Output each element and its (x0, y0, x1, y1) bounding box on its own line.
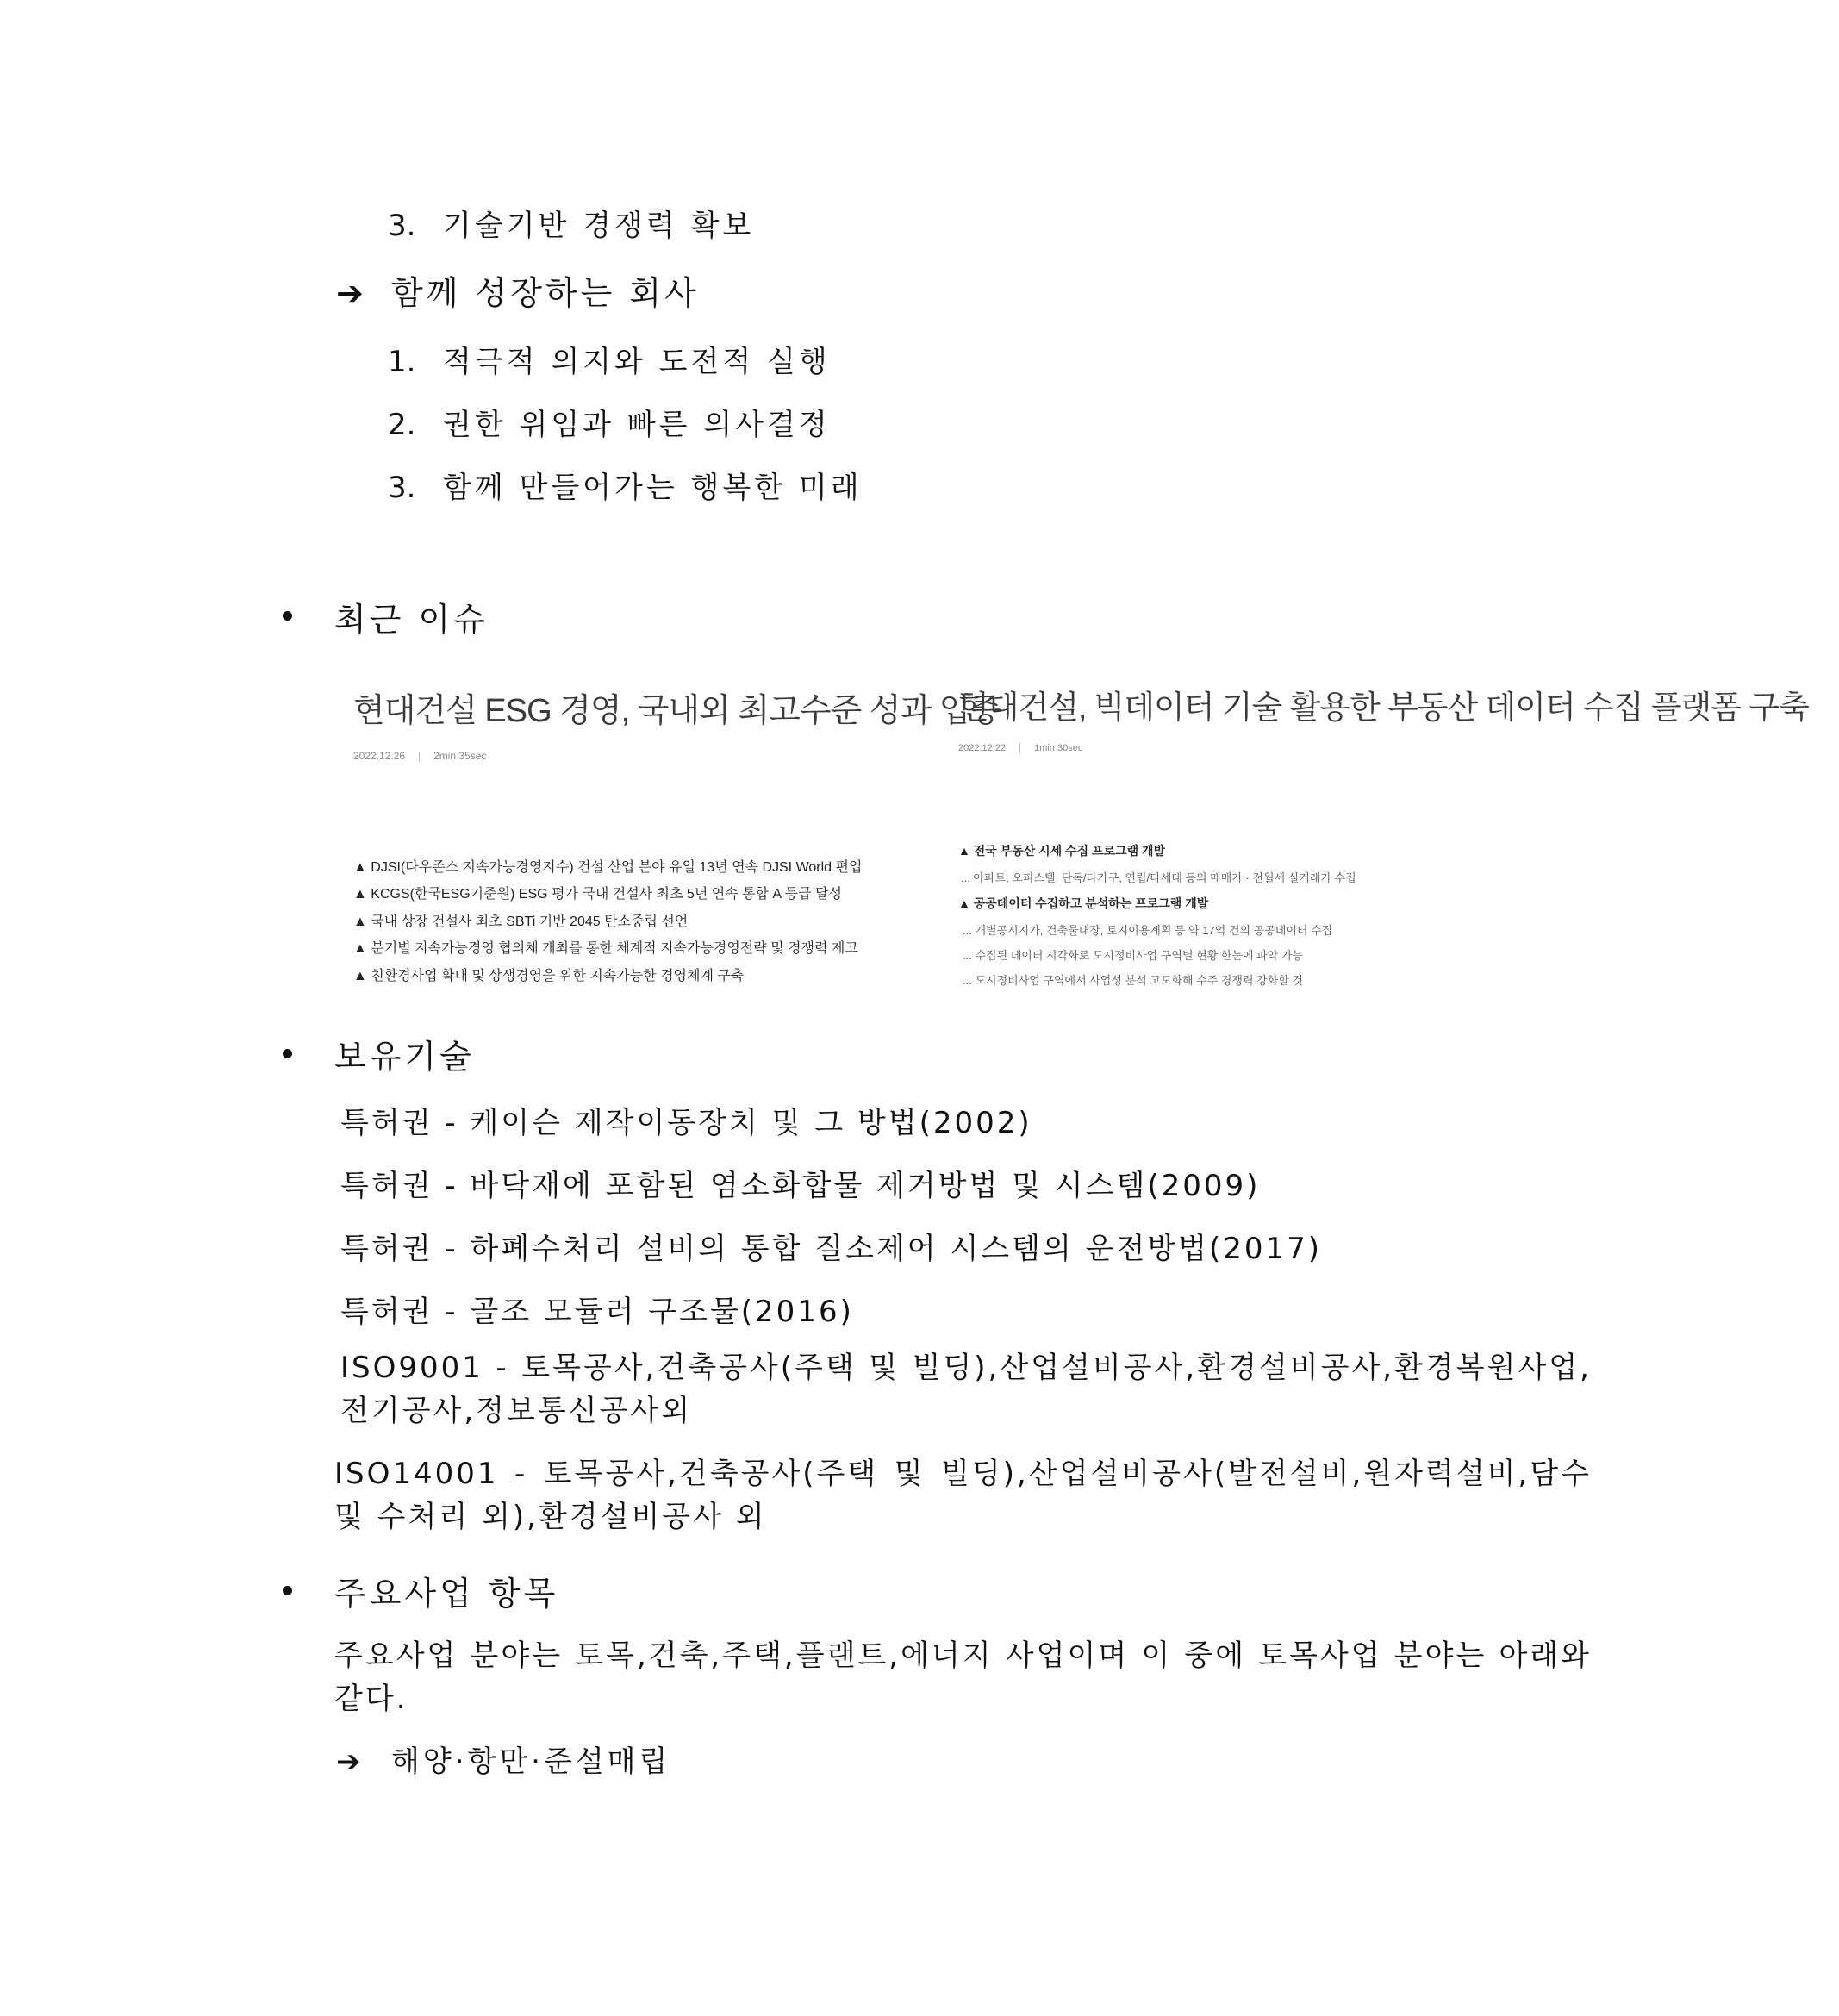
list-text: 기술기반 경쟁력 확보 (443, 209, 755, 243)
list-number: 2. (388, 408, 416, 442)
arrow-heading (336, 266, 700, 314)
list-number: 3. (388, 209, 416, 243)
list-number: 1. (388, 345, 416, 379)
news-point: ▲ KCGS(한국ESG기준원) ESG 평가 국내 건설사 최초 5년 연속 통합 A 등급 달성 (353, 887, 842, 902)
news-detail: ... 수집된 데이터 시각화로 도시정비사업 구역별 현황 한눈에 파악 가능 (963, 949, 1303, 962)
list-item (388, 401, 831, 443)
news-point: ▲ DJSI(다우존스 지속가능경영지수) 건설 산업 분야 유일 13년 연속 DJSI World 편입 (353, 860, 863, 875)
arrow-item-text: 해양·항만·준설매립 (391, 1744, 671, 1779)
news-meta (353, 750, 486, 762)
news-detail: ... 개별공시지가, 건축물대장, 토지이용계획 등 약 17억 건의 공공데이터 수집 (963, 924, 1333, 937)
news-title: 현대건설 ESG 경영, 국내외 최고수준 성과 입증 (353, 693, 1001, 729)
list-item (388, 338, 831, 380)
news-detail: ... 아파트, 오피스텔, 단독/다가구, 연립/다세대 등의 매매가 · 전월세 실거래가 수집 (961, 871, 1356, 884)
news-point: ▲ 국내 상장 건설사 최초 SBTi 기반 2045 탄소중립 선언 (353, 914, 689, 929)
news-meta (958, 743, 1082, 753)
section-heading-business: 주요사업 항목 (334, 1575, 559, 1613)
news-read-time: 1min 30sec (1034, 743, 1083, 753)
business-description: 주요사업 분야는 토목,건축,주택,플랜트,에너지 사업이며 이 중에 토목사업 분야는 아래와 같다. (334, 1638, 1592, 1716)
news-point: ▲ 분기별 지속가능경영 협의체 개최를 통한 체계적 지속가능경영전략 및 경쟁력 제고 (353, 941, 858, 956)
bullet-icon (283, 1049, 292, 1058)
news-subheading: ▲ 공공데이터 수집하고 분석하는 프로그램 개발 (958, 896, 1209, 910)
arrow-item (336, 1738, 670, 1780)
news-subheading: ▲ 전국 부동산 시세 수집 프로그램 개발 (958, 844, 1166, 858)
bullet-icon (283, 611, 292, 621)
meta-divider (1019, 743, 1020, 753)
patent-item: 특허권 - 골조 모듈러 구조물(2016) (340, 1295, 854, 1329)
news-detail: ... 도시정비사업 구역에서 사업성 분석 고도화해 수주 경쟁력 강화할 것 (963, 974, 1303, 987)
news-point: ▲ 친환경사업 확대 및 상생경영을 위한 지속가능한 경영체계 구축 (353, 969, 745, 983)
arrow-icon: ➔ (336, 274, 364, 312)
iso9001-item: ISO9001 - 토목공사,건축공사(주택 및 빌딩),산업설비공사,환경설비공사,환경복원사업,전기공사,정보통신공사외 (340, 1351, 1592, 1428)
patent-item: 특허권 - 하폐수처리 설비의 통합 질소제어 시스템의 운전방법(2017) (340, 1232, 1323, 1266)
news-date: 2022.12.26 (353, 750, 406, 762)
list-item (388, 464, 863, 506)
news-date: 2022.12.22 (958, 743, 1007, 753)
list-number: 3. (388, 471, 416, 505)
section-heading-recent-issues: 최근 이슈 (334, 601, 489, 639)
iso14001-item: ISO14001 - 토목공사,건축공사(주택 및 빌딩),산업설비공사(발전설비,원자력설비,담수 및 수처리 외),환경설비공사 외 (334, 1457, 1592, 1534)
patent-item: 특허권 - 바닥재에 포함된 염소화합물 제거방법 및 시스템(2009) (340, 1169, 1261, 1203)
arrow-heading-text: 함께 성장하는 회사 (391, 274, 700, 312)
meta-divider (419, 752, 420, 762)
news-read-time: 2min 35sec (433, 750, 487, 762)
list-item (388, 202, 754, 244)
list-text: 적극적 의지와 도전적 실행 (443, 345, 831, 379)
section-heading-technologies: 보유기술 (334, 1038, 475, 1076)
news-title: 현대건설, 빅데이터 기술 활용한 부동산 데이터 수집 플랫폼 구축 (958, 690, 1809, 725)
bullet-icon (283, 1586, 292, 1595)
list-text: 권한 위임과 빠른 의사결정 (443, 408, 831, 442)
arrow-icon: ➔ (336, 1744, 361, 1779)
patent-item: 특허권 - 케이슨 제작이동장치 및 그 방법(2002) (340, 1106, 1032, 1140)
list-text: 함께 만들어가는 행복한 미래 (443, 471, 863, 505)
